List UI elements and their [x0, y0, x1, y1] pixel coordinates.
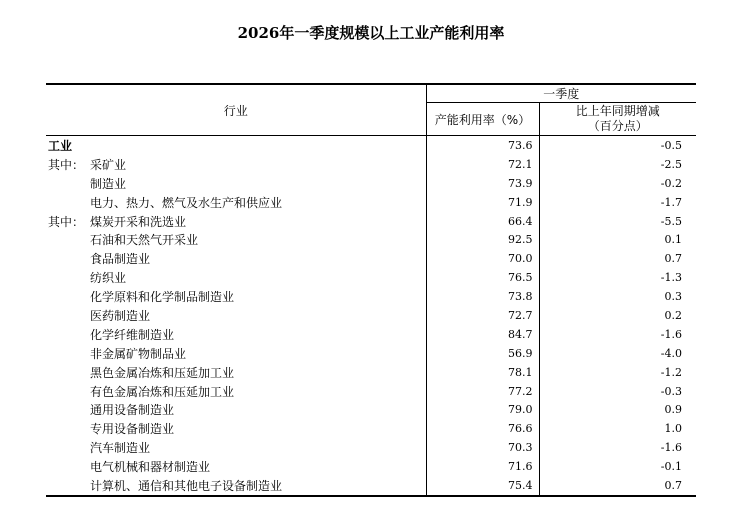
industry-cell: [46, 174, 426, 193]
industry-label: 煤炭开采和洗选业: [90, 214, 187, 229]
table-row: [46, 363, 696, 382]
table-header: [46, 84, 696, 136]
industry-label: 电气机械和器材制造业: [90, 460, 211, 475]
yoy-change-cell: 0.7: [539, 476, 696, 496]
utilization-rate-cell: 92.5: [426, 230, 539, 249]
utilization-rate-cell: 70.0: [426, 249, 539, 268]
yoy-change-cell: -2.5: [660, 157, 683, 171]
utilization-rate-cell: 66.4: [426, 212, 539, 231]
utilization-rate-cell: 78.1: [426, 363, 539, 382]
industry-label: 电力、热力、燃气及水生产和供应业: [90, 195, 283, 210]
header-utilization-rate: 产能利用率（%）: [426, 103, 539, 136]
industry-label: 制造业: [90, 176, 127, 191]
table-row: [46, 136, 696, 155]
industry-cell: [46, 155, 426, 174]
industry-label: 汽车制造业: [90, 441, 151, 456]
industry-cell: [46, 306, 426, 325]
industry-cell: [46, 136, 426, 155]
utilization-rate-cell: 72.1: [426, 155, 539, 174]
utilization-rate-cell: 84.7: [426, 325, 539, 344]
table-row: [46, 325, 696, 344]
yoy-change-cell: -0.5: [660, 138, 683, 152]
utilization-rate-cell: 73.9: [426, 174, 539, 193]
industry-cell: [46, 249, 426, 268]
yoy-change-cell: -0.3: [660, 384, 683, 398]
page-title: 2026年一季度规模以上工业产能利用率: [237, 24, 505, 42]
utilization-rate-cell: 77.2: [426, 382, 539, 401]
industry-cell: [46, 287, 426, 306]
table-row: [46, 382, 696, 401]
utilization-rate-cell: 73.8: [426, 287, 539, 306]
industry-label: 黑色金属冶炼和压延加工业: [90, 365, 235, 380]
industry-label: 专用设备制造业: [90, 422, 175, 437]
table-row: [46, 457, 696, 476]
yoy-change-cell: 0.9: [664, 403, 683, 417]
utilization-rate-cell: 70.3: [426, 438, 539, 457]
industry-label: 石油和天然气开采业: [90, 233, 199, 248]
yoy-change-cell: -0.1: [660, 460, 683, 474]
table-row: [46, 174, 696, 193]
utilization-rate-cell: 71.9: [426, 193, 539, 212]
industry-cell: [46, 268, 426, 287]
table-row: [46, 287, 696, 306]
industry-label: 计算机、通信和其他电子设备制造业: [90, 478, 283, 493]
utilization-rate-cell: 56.9: [426, 344, 539, 363]
industry-label: 通用设备制造业: [90, 403, 175, 418]
industry-cell: [46, 363, 426, 382]
industry-cell: [46, 438, 426, 457]
utilization-rate-cell: 73.6: [426, 136, 539, 155]
industry-cell: [46, 325, 426, 344]
industry-cell: [46, 419, 426, 438]
utilization-rate-cell: 76.5: [426, 268, 539, 287]
industry-label: 采矿业: [90, 157, 127, 172]
table-row: [46, 268, 696, 287]
table-row: [46, 400, 696, 419]
industry-label: 非金属矿物制品业: [90, 346, 187, 361]
table-row: [46, 230, 696, 249]
industry-label: 食品制造业: [90, 252, 151, 267]
industry-cell: [46, 212, 426, 231]
utilization-rate-cell: 72.7: [426, 306, 539, 325]
industry-label: 有色金属冶炼和压延加工业: [90, 384, 235, 399]
industry-label: 工业: [48, 138, 73, 153]
industry-cell: [46, 230, 426, 249]
industry-label: 纺织业: [90, 271, 127, 286]
row-prefix: 其中：: [48, 214, 85, 229]
yoy-change-cell: -4.0: [660, 346, 683, 360]
table-row: [46, 438, 696, 457]
yoy-change-cell: -1.6: [660, 441, 683, 455]
yoy-change-cell: -5.5: [660, 214, 683, 228]
yoy-change-cell: 1.0: [664, 422, 683, 436]
yoy-change-cell: 0.7: [664, 252, 683, 266]
industry-cell: [46, 344, 426, 363]
yoy-change-cell: -0.2: [660, 176, 683, 190]
industry-cell: [46, 457, 426, 476]
utilization-rate-cell: 79.0: [426, 400, 539, 419]
capacity-table-container: [46, 83, 696, 497]
table-body: [46, 136, 696, 496]
table-row: [46, 212, 696, 231]
header-industry: 行业: [46, 84, 426, 136]
table-row: [46, 155, 696, 174]
table-row: [46, 344, 696, 363]
yoy-change-cell: -1.7: [660, 195, 683, 209]
utilization-rate-cell: 75.4: [426, 476, 539, 496]
yoy-change-cell: 0.3: [664, 290, 683, 304]
table-row: [46, 419, 696, 438]
yoy-change-cell: -1.2: [660, 365, 683, 379]
industry-label: 医药制造业: [90, 308, 151, 323]
yoy-change-cell: 0.1: [664, 233, 683, 247]
industry-cell: [46, 476, 426, 496]
industry-cell: [46, 400, 426, 419]
yoy-change-cell: -1.6: [660, 327, 683, 341]
table-row: [46, 249, 696, 268]
industry-cell: [46, 193, 426, 212]
table-row: [46, 193, 696, 212]
yoy-change-cell: 0.2: [664, 308, 683, 322]
utilization-rate-cell: 76.6: [426, 419, 539, 438]
row-prefix: 其中：: [48, 157, 85, 172]
capacity-utilization-table: [46, 83, 696, 497]
header-change-line2: （百分点）: [587, 119, 648, 133]
header-yoy-change: [539, 103, 696, 136]
utilization-rate-cell: 71.6: [426, 457, 539, 476]
header-change-line1: 比上年同期增减: [575, 104, 660, 118]
industry-label: 化学纤维制造业: [90, 327, 175, 342]
industry-cell: [46, 382, 426, 401]
header-quarter: 一季度: [426, 84, 696, 103]
industry-label: 化学原料和化学制品制造业: [90, 290, 235, 305]
table-row: [46, 476, 696, 496]
table-row: [46, 306, 696, 325]
yoy-change-cell: -1.3: [660, 271, 683, 285]
